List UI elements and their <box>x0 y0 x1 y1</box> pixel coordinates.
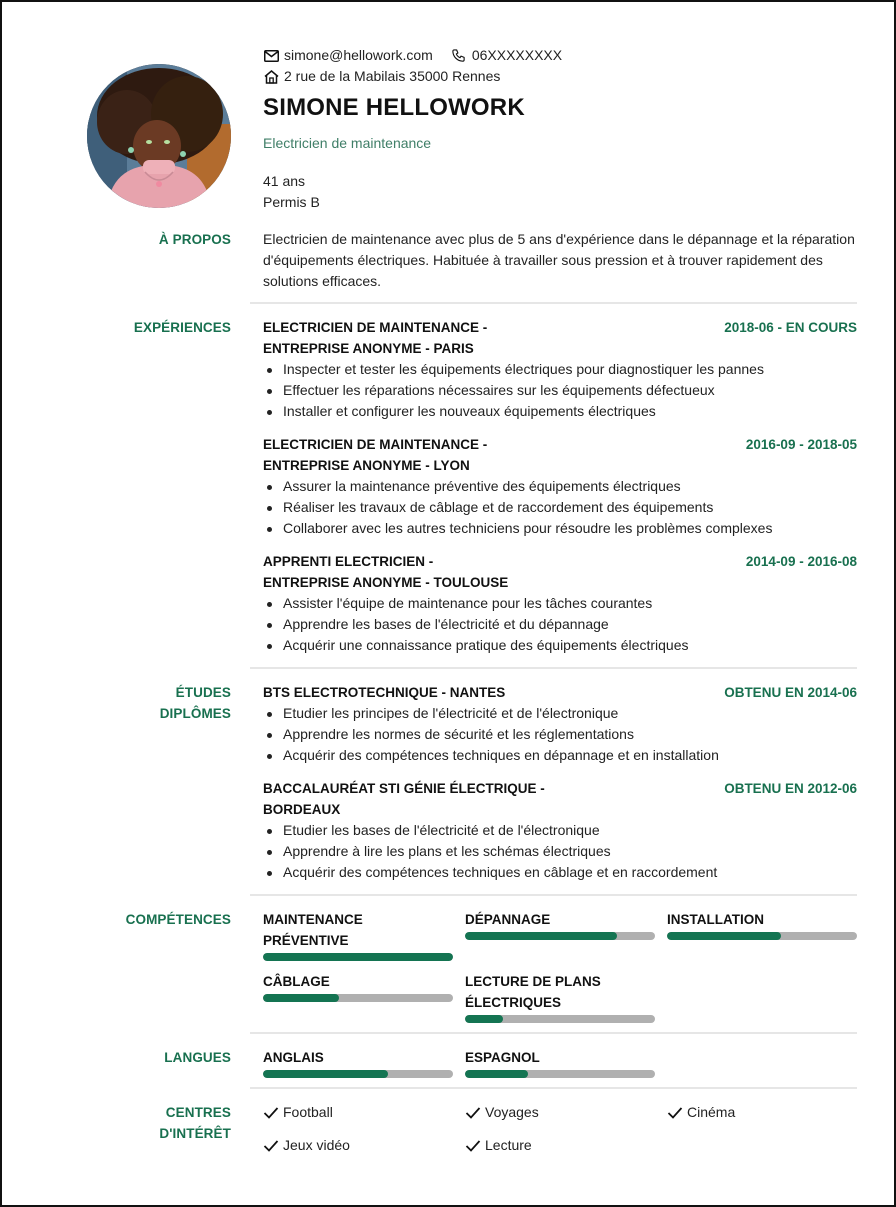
skill-bar <box>263 953 453 961</box>
section-label-skills: COMPÉTENCES <box>125 912 231 927</box>
skill-name: LECTURE DE PLANS ÉLECTRIQUES <box>465 974 601 1010</box>
about-text: Electricien de maintenance avec plus de 5 ans d'expérience dans le dépannage et la réparation d'équipements électriques. Habituée à travailler sous pression et à trouver rapidement des solutions efficaces. <box>263 231 855 289</box>
skill-item <box>465 909 655 940</box>
experience-date: 2016-09 - 2018-05 <box>745 437 857 452</box>
interest-item <box>465 1135 532 1156</box>
address: 2 rue de la Mabilais 35000 Rennes <box>284 68 501 84</box>
home-icon <box>263 69 279 85</box>
bullet-item: Collaborer avec les autres techniciens pour résoudre les problèmes complexes <box>263 518 857 539</box>
section-label-interests <box>91 1102 231 1144</box>
section-label-experiences: EXPÉRIENCES <box>133 320 231 335</box>
experience-bullets <box>263 476 857 539</box>
language-bar <box>263 1070 453 1078</box>
experience-bullets <box>263 359 857 422</box>
skill-bar-fill <box>263 994 339 1002</box>
divider <box>250 667 857 669</box>
interest-label: Football <box>283 1104 333 1120</box>
skill-bar <box>263 994 453 1002</box>
education-date: OBTENU EN 2012-06 <box>724 781 857 796</box>
language-item <box>465 1047 655 1078</box>
section-label-languages: LANGUES <box>164 1050 231 1065</box>
bullet-item: Apprendre les bases de l'électricité et du dépannage <box>263 614 857 635</box>
skill-bar <box>667 932 857 940</box>
language-bar <box>465 1070 655 1078</box>
education-bullets <box>263 703 857 766</box>
skill-bar-fill <box>263 953 453 961</box>
skill-bar-fill <box>465 932 617 940</box>
bullet-item: Etudier les bases de l'électricité et de l'électronique <box>263 820 857 841</box>
experience-date: 2018-06 - EN COURS <box>724 320 857 335</box>
education-date: OBTENU EN 2014-06 <box>724 685 857 700</box>
contact-info <box>263 45 562 87</box>
job-title: Electricien de maintenance <box>263 135 432 151</box>
bullet-item: Acquérir des compétences techniques en câblage et en raccordement <box>263 862 857 883</box>
bullet-item: Effectuer les réparations nécessaires sur les équipements défectueux <box>263 380 857 401</box>
check-icon <box>465 1138 481 1154</box>
experience-entry <box>263 551 857 656</box>
skill-item <box>465 971 655 1023</box>
interest-item <box>465 1102 539 1123</box>
bullet-item: Apprendre les normes de sécurité et les réglementations <box>263 724 857 745</box>
skill-name: DÉPANNAGE <box>465 912 551 927</box>
section-label-line: D'INTÉRÊT <box>159 1126 231 1141</box>
interest-label: Voyages <box>485 1104 539 1120</box>
envelope-icon <box>263 48 279 64</box>
skill-item <box>263 971 453 1002</box>
section-label-education <box>91 682 231 724</box>
bullet-item: Apprendre à lire les plans et les schémas électriques <box>263 841 857 862</box>
skill-bar <box>465 932 655 940</box>
check-icon <box>263 1138 279 1154</box>
education-entry <box>263 682 857 766</box>
bullet-item: Etudier les principes de l'électricité et de l'électronique <box>263 703 857 724</box>
interest-label: Lecture <box>485 1137 532 1153</box>
skill-bar-fill <box>465 1015 503 1023</box>
check-icon <box>263 1105 279 1121</box>
language-bar-fill <box>465 1070 528 1078</box>
interest-item <box>263 1102 333 1123</box>
experience-date: 2014-09 - 2016-08 <box>745 554 857 569</box>
section-label-line: CENTRES <box>165 1105 231 1120</box>
bullet-item: Acquérir des compétences techniques en dépannage et en installation <box>263 745 857 766</box>
phone-number[interactable]: 06XXXXXXXX <box>471 47 563 63</box>
bullet-item: Réaliser les travaux de câblage et de raccordement des équipements <box>263 497 857 518</box>
bullet-item: Installer et configurer les nouveaux équipements électriques <box>263 401 857 422</box>
experience-title: APPRENTI ELECTRICIEN - ENTREPRISE ANONYME - TOULOUSE <box>263 554 509 590</box>
language-item <box>263 1047 453 1078</box>
experience-entry <box>263 317 857 422</box>
age: 41 ans <box>263 173 306 189</box>
candidate-name: SIMONE HELLOWORK <box>263 94 525 121</box>
divider <box>250 1087 857 1089</box>
bullet-item: Acquérir une connaissance pratique des équipements électriques <box>263 635 857 656</box>
education-bullets <box>263 820 857 883</box>
phone-icon <box>451 48 467 64</box>
email-link[interactable]: simone@hellowork.com <box>284 47 433 63</box>
education-title: BACCALAURÉAT STI GÉNIE ÉLECTRIQUE - BORDEAUX <box>263 781 545 817</box>
section-label-line: DIPLÔMES <box>159 706 231 721</box>
skill-name: INSTALLATION <box>667 912 764 927</box>
skill-name: MAINTENANCE PRÉVENTIVE <box>263 912 363 948</box>
education-entry <box>263 778 857 883</box>
driving-license: Permis B <box>263 194 320 210</box>
bullet-item: Assister l'équipe de maintenance pour les tâches courantes <box>263 593 857 614</box>
education-title: BTS ELECTROTECHNIQUE - NANTES <box>263 685 506 700</box>
skill-bar-fill <box>667 932 781 940</box>
bullet-item: Inspecter et tester les équipements électriques pour diagnostiquer les pannes <box>263 359 857 380</box>
skill-item <box>667 909 857 940</box>
interest-item <box>263 1135 350 1156</box>
profile-photo <box>87 64 231 208</box>
language-name: ANGLAIS <box>263 1050 324 1065</box>
section-label-line: ÉTUDES <box>175 685 231 700</box>
check-icon <box>667 1105 683 1121</box>
section-label-about: À PROPOS <box>158 232 231 247</box>
divider <box>250 1032 857 1034</box>
skill-item <box>263 909 453 961</box>
skill-bar <box>465 1015 655 1023</box>
skill-name: CÂBLAGE <box>263 974 330 989</box>
bullet-item: Assurer la maintenance préventive des équipements électriques <box>263 476 857 497</box>
divider <box>250 894 857 896</box>
personal-details <box>263 171 320 213</box>
interest-item <box>667 1102 735 1123</box>
experience-bullets <box>263 593 857 656</box>
language-name: ESPAGNOL <box>465 1050 540 1065</box>
language-bar-fill <box>263 1070 388 1078</box>
interest-label: Cinéma <box>687 1104 736 1120</box>
profile-photo-illustration <box>87 64 231 208</box>
check-icon <box>465 1105 481 1121</box>
divider <box>250 302 857 304</box>
experience-title: ELECTRICIEN DE MAINTENANCE - ENTREPRISE ANONYME - LYON <box>263 437 488 473</box>
experience-entry <box>263 434 857 539</box>
interest-label: Jeux vidéo <box>283 1137 350 1153</box>
experience-title: ELECTRICIEN DE MAINTENANCE - ENTREPRISE ANONYME - PARIS <box>263 320 488 356</box>
